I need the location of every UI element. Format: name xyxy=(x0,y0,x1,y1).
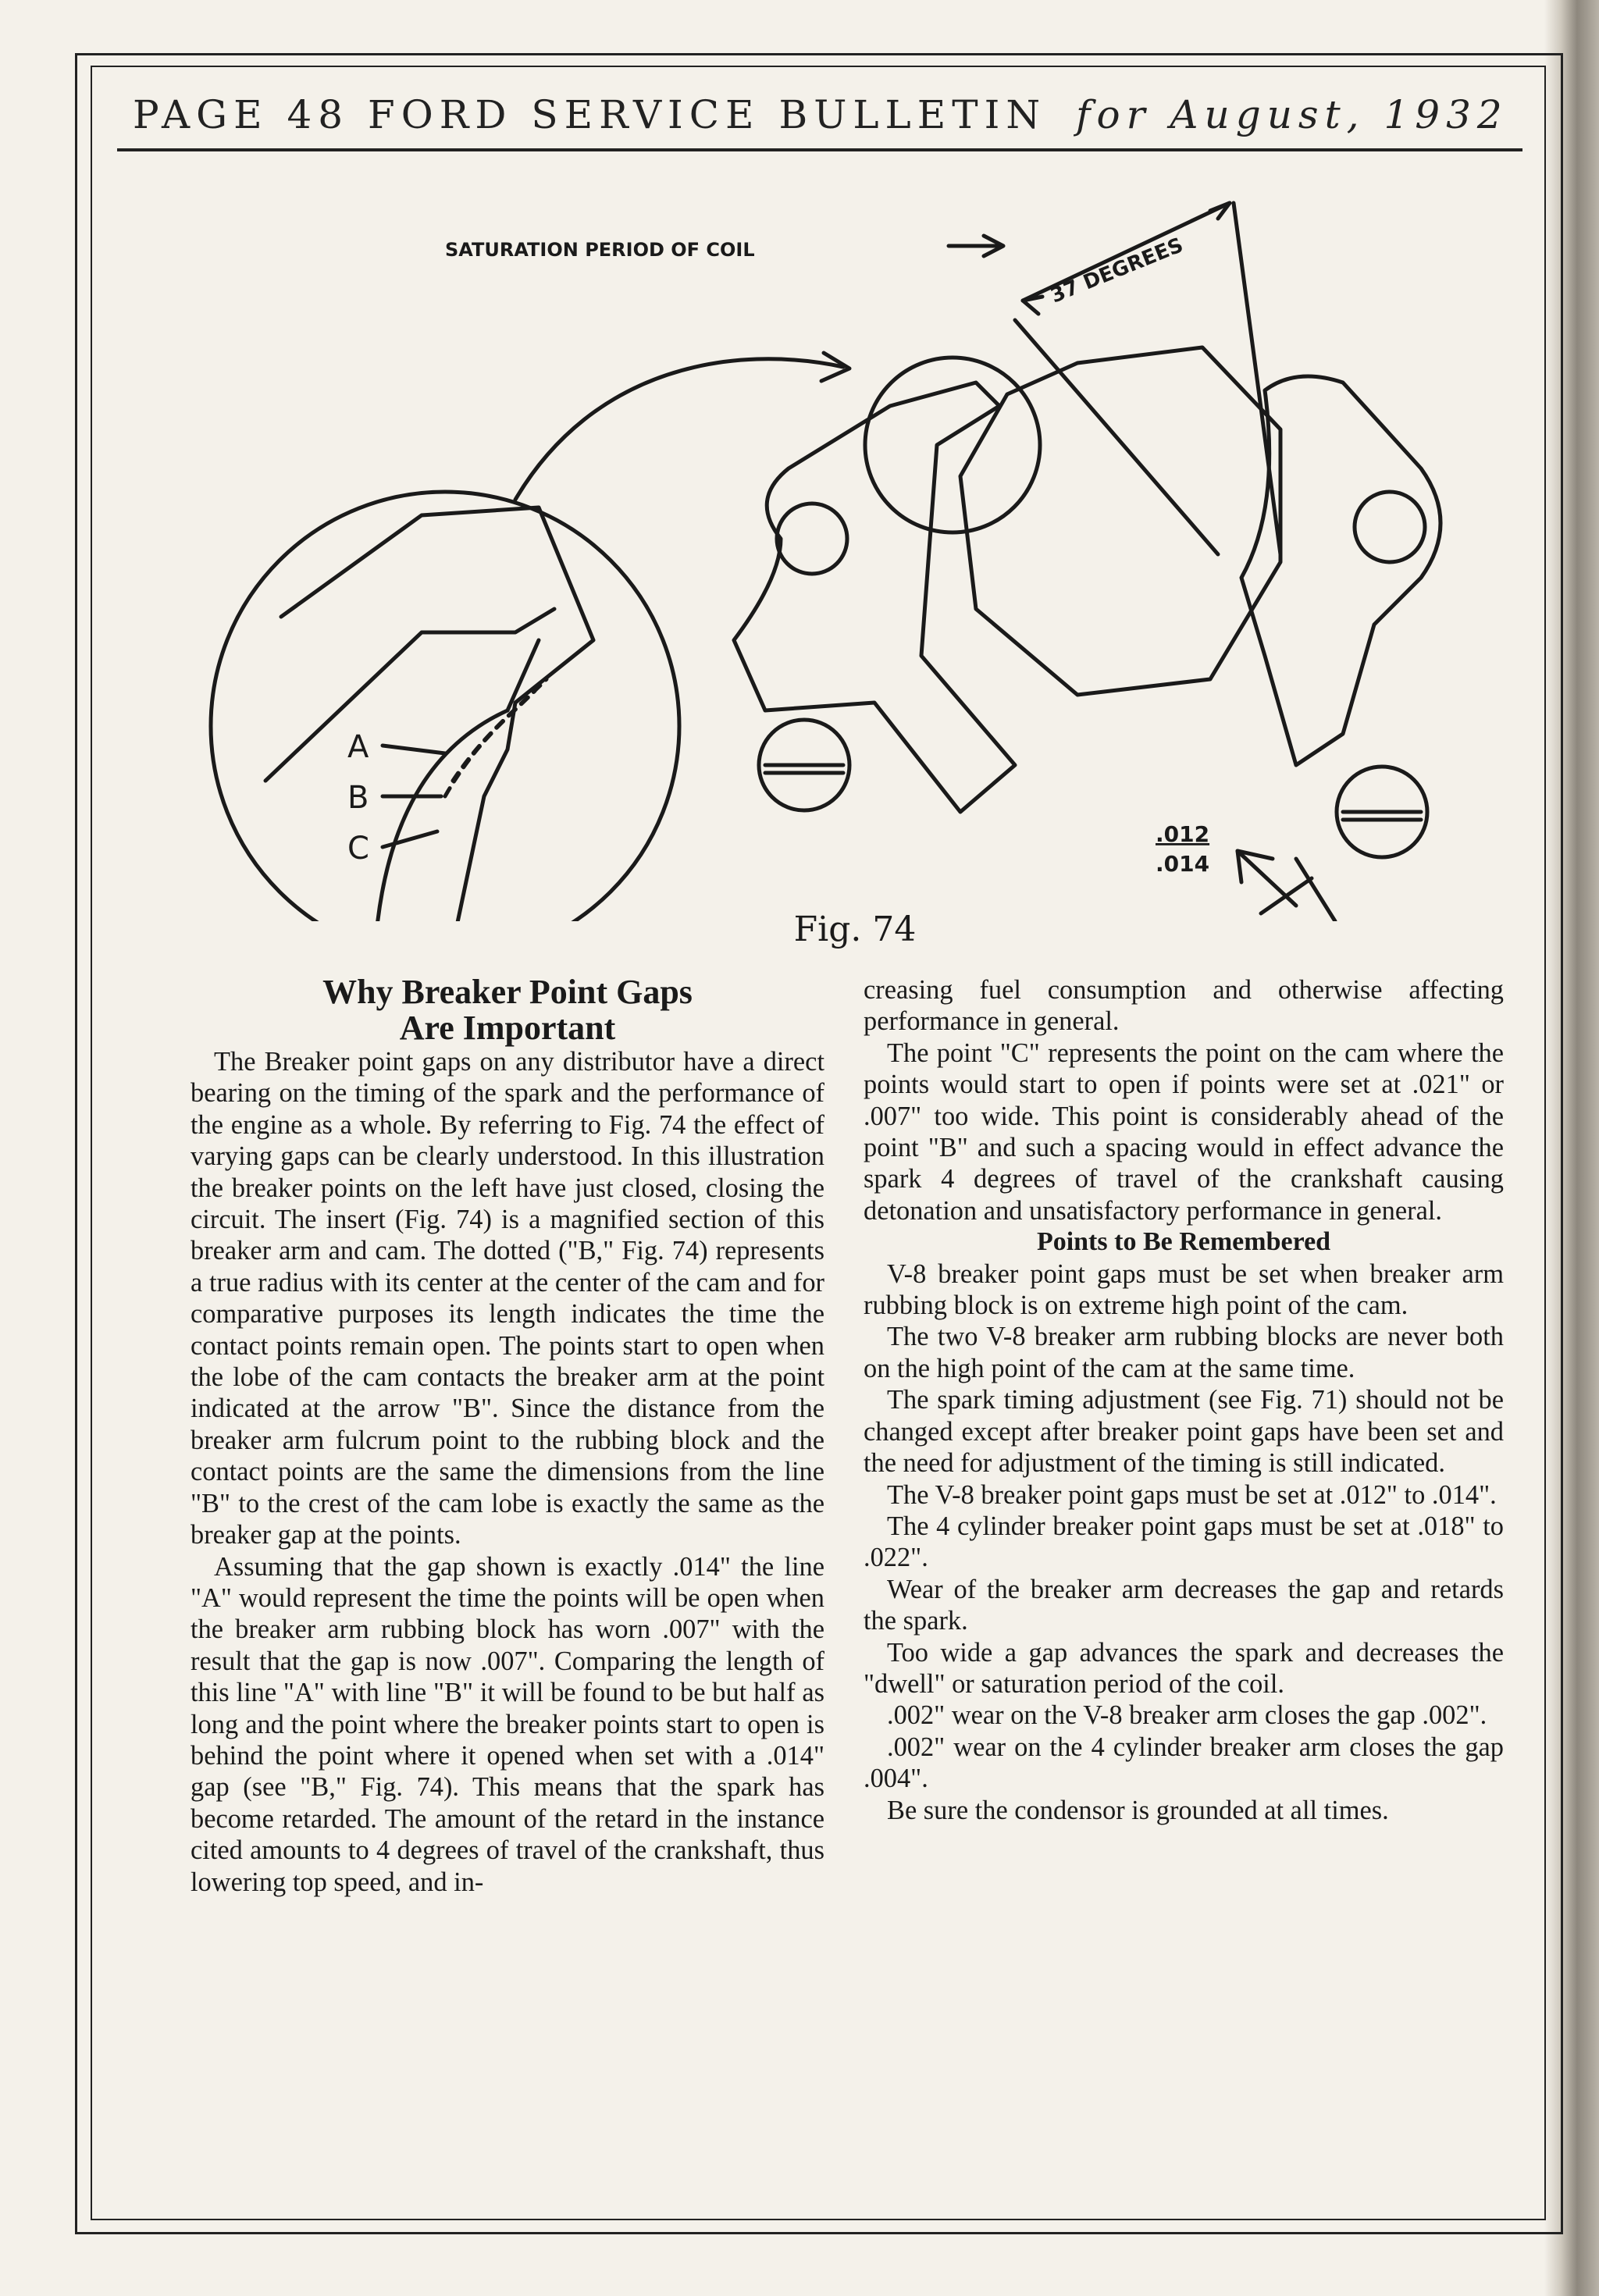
gap-top-label: .012 xyxy=(1156,821,1210,847)
point-b-label: B xyxy=(347,780,369,816)
right-paragraph-2: The point "C" represents the point on the cam where the points would start to open if points were set at .021" or .007" too wide. This point is considerably ahead of the point "B" and such a spacing would in effect advance the spark 4 degrees of travel of the crankshaft causing detonation and unsatisfactory performance in general. xyxy=(864,1038,1504,1226)
article-right-column xyxy=(864,974,1504,1826)
article-left-column xyxy=(191,974,824,1898)
header-rule xyxy=(117,148,1522,151)
rule-item: The spark timing adjustment (see Fig. 71) should not be changed except after breaker point gaps have been set and the need for adjustment of the timing is still indicated. xyxy=(864,1385,1504,1479)
left-paragraph-1: The Breaker point gaps on any distributor have a direct bearing on the timing of the spark and the performance of the engine as a whole. By referring to Fig. 74 the effect of varying gaps can be clearly understood. In this illustration the breaker points on the left have just closed, closing the circuit. The insert (Fig. 74) is a magnified section of this breaker arm and cam. The dotted ("B," Fig. 74) represents a true radius with its center at the center of the cam and for comparative purposes its length indicates the time the contact points remain open. The points start to open when the lobe of the cam contacts the breaker arm at the point indicated at the arrow "B". Since the distance from the breaker arm fulcrum point to the rubbing block and the contact points are the same the dimensions from the line "B" to the crest of the cam lobe is exactly the same as the breaker gap at the points. xyxy=(191,1047,824,1550)
running-header xyxy=(133,92,1530,156)
rule-item: The V-8 breaker point gaps must be set at .012" to .014". xyxy=(887,1479,1497,1510)
degree-line-2 xyxy=(1234,203,1280,554)
rule-item: The two V-8 breaker arm rubbing blocks are never both on the high point of the cam at the same time. xyxy=(864,1322,1504,1383)
point-c-label: C xyxy=(347,831,369,867)
distributor-cam xyxy=(960,347,1280,695)
gap-bottom-label: .014 xyxy=(1156,851,1210,877)
right-breaker-arm xyxy=(1241,376,1441,765)
rule-item: Be sure the condensor is grounded at all times. xyxy=(887,1795,1389,1825)
points-subheading: Points to Be Remembered xyxy=(1036,1227,1331,1257)
rule-item: The 4 cylinder breaker point gaps must be set at .018" to .022". xyxy=(864,1511,1504,1573)
insert-pointer-arrow xyxy=(515,359,843,500)
right-paragraph-1: creasing fuel consumption and otherwise affecting performance in general. xyxy=(864,975,1504,1037)
left-paragraph-2: Assuming that the gap shown is exactly .014" the line "A" would represent the time the points will be open when the breaker arm rubbing block has worn .007" with the result that the gap is now .007". Comparing the length of this line "A" with line "B" it will be found to be but half as long and the point where the breaker points start to open is behind the point where it opened when set with a .014" gap (see "B," Fig. 74). This means that the spark has become retarded. The amount of the retard in the instance cited amounts to 4 degrees of travel of the crankshaft, thus lowering top speed, and in- xyxy=(191,1551,824,1897)
rule-item: Wear of the breaker arm decreases the gap and retards the spark. xyxy=(864,1574,1504,1636)
degrees-label: 37 DEGREES xyxy=(1047,233,1187,308)
heading-line-1: Why Breaker Point Gaps xyxy=(322,973,693,1011)
point-a-label: A xyxy=(347,729,369,765)
rule-item: .002" wear on the V-8 breaker arm closes the gap .002". xyxy=(887,1700,1487,1731)
magnified-insert-circle xyxy=(211,492,679,921)
rule-item: .002" wear on the 4 cylinder breaker arm closes the gap .004". xyxy=(864,1732,1504,1794)
header-page-label: PAGE 48 FORD SERVICE BULLETIN xyxy=(133,92,1047,137)
heading-line-2: Are Important xyxy=(399,1009,616,1047)
header-issue: for August, 1932 xyxy=(1076,92,1508,137)
degree-line-1 xyxy=(1015,320,1218,554)
rule-item: Too wide a gap advances the spark and decreases the "dwell" or saturation period of the coil. xyxy=(864,1637,1504,1699)
figure-caption: Fig. 74 xyxy=(793,910,917,949)
figure-74-illustration xyxy=(187,172,1499,921)
article-heading xyxy=(191,974,824,1046)
saturation-circle xyxy=(865,358,1040,532)
rule-item: V-8 breaker point gaps must be set when breaker arm rubbing block is on extreme high point of the cam. xyxy=(864,1258,1504,1321)
saturation-label: SATURATION PERIOD OF COIL xyxy=(445,239,755,261)
